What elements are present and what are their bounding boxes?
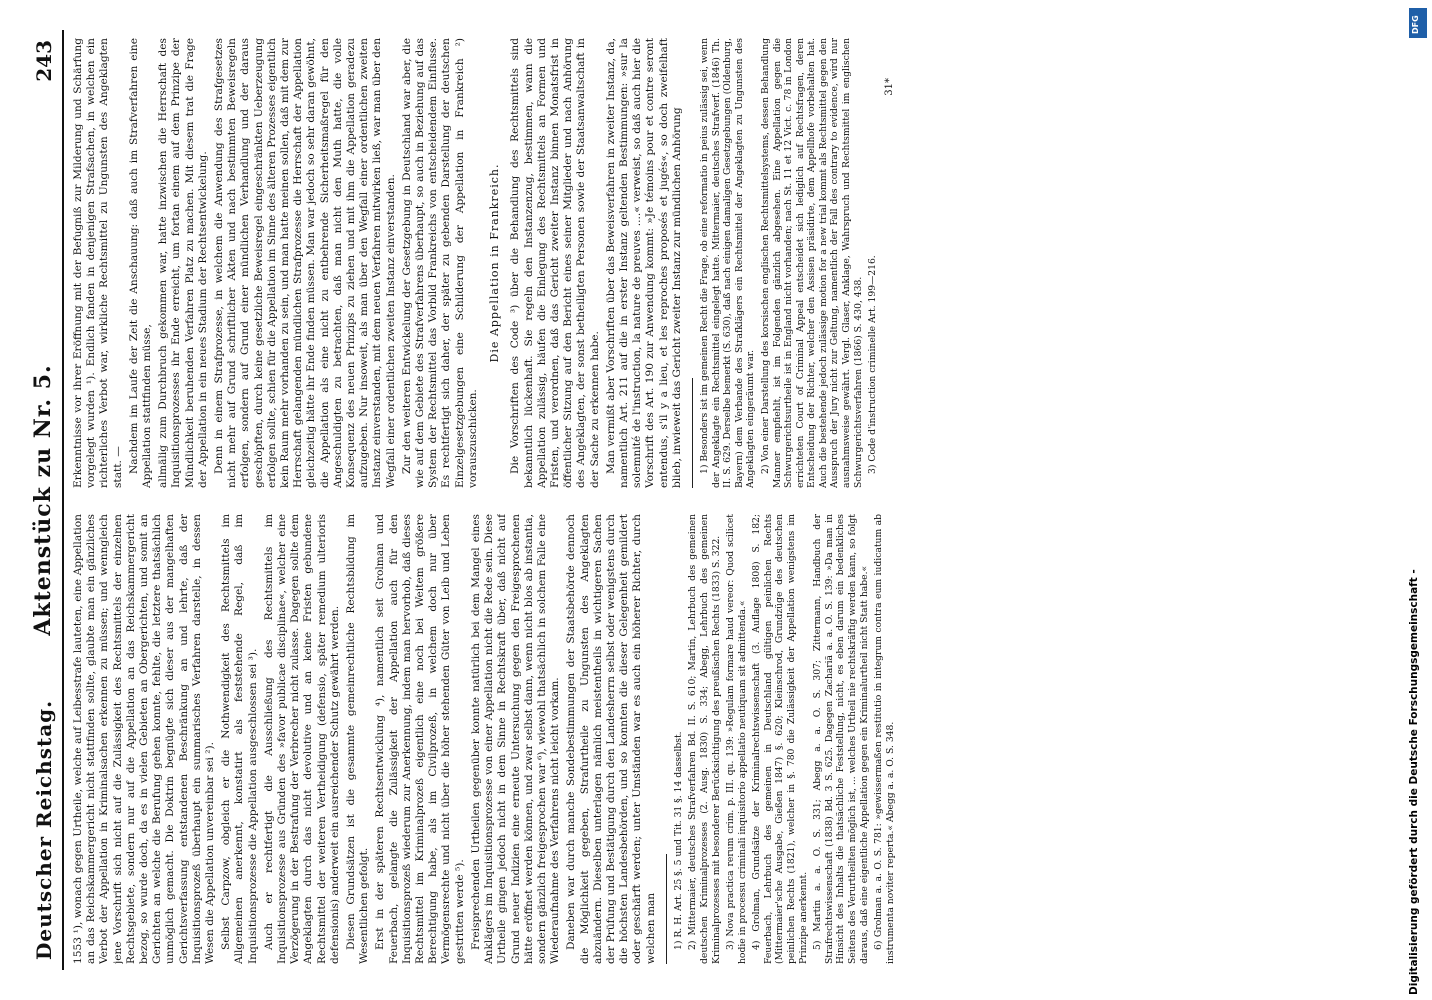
right-paragraph: Die Vorschriften des Code ³) über die Behandlung des Rechtsmittels sind bekanntlich lückenhaft. Sie regeln den Instanzenzug, bestimmen, wann die Appellation zulässig, häufen die Einlegung des Rechtsmittels an Formen und Fristen, und verordnen, daß das Gericht zweiter Instanz binnen Monatsfrist in öffentlicher Sitzung auf den Bericht eines seiner Mitglieder und nach Anhörung des Angeklagten, der sonst betheiligten Personen sowie der Staatsanwaltschaft in der Sache zu erkennen habe. (509, 38, 601, 488)
footnote-rule (692, 378, 693, 488)
footnote: 2) Mittermaier, deutsches Strafverfahren Bd. II. S. 610; Martin, Lehrbuch des gemeinen deutschen Kriminalprozesses (2. Ausg. 1830) S. 334; Abegg, Lehrbuch des gemeinen Kriminalprozesses mit besonderer Berücksichtigung des preußischen Rechts (1833) S. 322. (687, 514, 722, 964)
footnote: 1) Besonders ist im gemeinen Recht die Frage, ob eine reformatio in peius zulässig sei, wenn der Angeklagte ein Rechtsmittel eingelegt hatte. Mittermaier, deutsches Strafverf. (1846) Th. II. S. 629. Derselbe bemerkt (S. 630), daß nach einigen damaligen Gesetzgebungen (Oldenburg, Bayern) dem Verbande des Strafklägers ein Rechtsmittel der Angeklagten zu Ungunsten des Angeklagten eingeräumt war. (698, 38, 757, 488)
left-paragraph: Diesen Grundsätzen ist die gesammte gemeinrechtliche Rechtsbildung im Wesentlichen gefolgt. (345, 514, 371, 964)
left-paragraph: Daneben war durch manche Sondebestimmungen der Staatsbehörde dennoch die Möglichkeit gegeben, Strafurtheile zu Ungunsten des Angeklagten abzuändern. Dieselben unterlagen nämlich meistentheils in wichtigeren Sachen der Prüfung und Bestätigung durch den Landesherrn selbst oder wenigstens durch die höchsten Landesbehörden, und so konnten die dieser Gelegenheit gemildert oder geschärft werden; unter Umständen war es auch ein höherer Richter, durch welchen man (565, 514, 657, 964)
funding-notice: Digitalisierung gefördert durch die Deutsche Forschungsgemeinschaft - (1408, 569, 1420, 995)
right-column (72, 38, 1380, 488)
footnote: 1) R. H. Art. 25 §. 5 und Tit. 31 §. 14 dasselbst. (672, 731, 684, 950)
header-title: Aktenstück zu Nr. 5. (30, 364, 56, 636)
right-paragraph: Erkenntnisse vor ihrer Eröffnung mit der Befugniß zur Milderung und Schärfung vorgelegt wurden ¹). Endlich fanden in denjenigen Strafsachen, in welchen ein richterliches Verbot war, wirkliche Rechtsmittel zu Ungunsten des Angeklagten statt. — (72, 38, 124, 488)
page-header (20, 30, 64, 970)
left-paragraph: Auch er rechtfertigt die Ausschließung des Rechtsmittels im Inquisitionsprozesse aus Gründen des »favor publicae disciplinae«, welcher eine Verzögerung in der Bestrafung der Verbrecher nicht zulasse. Dagegen sollte dem Angeklagten durch das nicht devolutive und an keine Fristen gebundene Rechtsmittel der weiteren Vertheidigung (defensio, später remedium ulterioris defensionis) anderweit ein ausreichender Schutz gewährt werden. (262, 514, 341, 964)
footnote: 5) Martin a. a. O. S. 331; Abegg a. a. O. S. 307; Zittermann, Handbuch der Strafrechtswissenschaft (1838) Bd. 3 S. 625. Dagegen Zachariä a. a. O. S. 139: »Da man in Hinsicht des Inhalts die thatsächliche Feststellung, nicht, es eben darum ein bedenkliches Seitens des Verurtheilten möglich ist, ... welches Urtheil nie rechtskräftig werden kann, so folgt daraus, daß eine eigentliche Appellation gegen ein Kriminalurtheil nicht Statt habe.« (812, 514, 870, 964)
right-paragraph: Denn in einem Strafprozesse, in welchem die Anwendung des Strafgesetzes nicht mehr auf Grund schriftlicher Akten und nach bestimmten Beweisregeln erfolgen, sondern auf Grund einer mündlichen Verhandlung und der daraus geschöpften, durch keine gesetzliche Beweisregel eingeschränkten Ueberzeugung erfolgen sollte, schien für die Appellation im Sinne des älteren Prozesses eigentlich kein Raum mehr vorhanden zu sein, und man hatte meinen sollen, daß mit dem zur Herrschaft gelangenden mündlichen Strafprozesse die Herrschaft der Appellation gleichzeitig hätte ihr Ende finden müssen. Man war jedoch so sehr daran gewöhnt, die Appellation als eine nicht zu entbehrende Sicherheitsmaßregel für den Angeschuldigten zu betrachten, daß man nicht den Muth hatte, die volle Konsequenz des neuen Prinzips zu ziehen und mit ihm die Appellation geradezu aufzugeben. Nur insoweit, als man über den Wegfall einer ordentlichen zweiten Instanz einverstanden, mit dem neuen Verfahren mitwirken ließ, war man über den Wegfall einer ordentlichen zweiten Instanz einverstanden. (213, 38, 397, 488)
footnote: 3) Nova practica rerum crim. p. III. qu. 139: »Regulam formare haud vereor: Quod scilicet hodie in processu criminali inquisitorio appellatio neutiquam sit admittenda.« (725, 514, 748, 964)
dfg-logo (1409, 8, 1427, 38)
footnote-rule (666, 854, 667, 964)
digitization-sidebar (1402, 0, 1432, 1000)
right-paragraph: allmälig zum Durchbruch gekommen war, hatte inzwischen die Herrschaft des Inquisitionsprozesses ihr Ende erreicht, um fortan einem auf dem Prinzipe der Mündlichkeit beruhenden Verfahren Platz zu machen. Mit diesem trat die Frage der Appellation in ein neues Stadium der Rechtsentwickelung. (157, 38, 209, 488)
left-paragraph: Freisprechenden Urtheilen gegenüber konnte natürlich bei dem Mangel eines Anklägers im Inquisitionsprozesse von einer Appellation nicht die Rede sein. Diese Urtheile gingen jedoch nicht in dem Sinne in Rechtskraft über, daß nicht auf Grund neuer Indizien eine erneute Untersuchung gegen den Freigesprochenen hätte eröffnet werden können, und zwar selbst dann, wenn nicht blos ab instantia, sondern gänzlich freigesprochen war ⁶), wiewohl thatsächlich in solchem Falle eine Wiederaufnahme des Verfahrens nicht leicht vorkam. (469, 514, 562, 964)
header-left: Deutscher Reichstag. (32, 699, 56, 960)
sheet-signature: 31* (883, 78, 895, 96)
footnote: 4) Grolman, Grundsätze der Kriminalrechtswissenschaft (3. Auflage 1808) S. 182; Feuerbach, Lehrbuch des gemeinen in Deutschland gültigen peinlichen Rechts (Mittermaier'sche Ausgabe, Gießen 1847) §. 620; Kleinschrod, Grundzüge des deutschen peinlichen Rechts (1821), welcher in §. 780 die Zulässigkeit der Appellation wenigstens im Prinzipe anerkennt. (751, 514, 809, 964)
left-paragraph: Erst in der späteren Rechtsentwicklung ⁴), namentlich seit Grolman und Feuerbach, gelangte die Zulässigkeit der Appellation auch für den Inquisitionsprozeß wiederum zur Anerkennung, indem man hervorhob, daß dieses Rechtsmittel im Kriminalprozeß eigentlich eine noch bei Weitem größere Berechtigung habe, als im Civilprozeß, in welchem doch nur über Vermögensrechte und nicht über die höher stehenden Güter von Leib und Leben gestritten werde ⁵). (374, 514, 466, 964)
left-column (72, 514, 1380, 964)
right-paragraph: Man vermißt aber Vorschriften über das Beweisverfahren in zweiter Instanz, da, namentlich Art. 211 auf die in erster Instanz geltenden Bestimmungen: »sur la solemnité de l'instruction, la nature de preuves ....« verweist, so daß auch hier die Vorschrift des Art. 190 zur Anwendung kommt: »Je témoins pour et contre seront entendus, s'il y a lieu, et les reproches proposés et jugés«, so doch zweifelhaft blieb, inwieweit das Gericht zweiter Instanz zur mündlichen Anhörung (604, 38, 683, 488)
right-paragraph: Nachdem im Laufe der Zeit die Anschauung: daß auch im Strafverfahren eine Appellation stattfinden müsse, (127, 38, 154, 488)
dfg-logo-text: DFG (1411, 15, 1420, 34)
footnote: 2) Von einer Darstellung des korsischen englischen Rechtsmittelsystems, dessen Behandlung Manner empfiehlt, ist im Folgenden gänzlich abgesehen. Eine Appellation gegen die Schwurgerichtsurtheile ist in England nicht vorhanden; nach St. 11 et 12 Vict. c. 78 in London errichteten Court of Criminal Appeal entscheidet sich lediglich auf Rechtsfragen, deren Entscheidung der Richter, welcher den Assisen präsidirte, dem Appellhofe vorbehalten hat. Auch die bestehende jedoch zulässige motion for a new trial kommt als Rechtsmittel gegen den Ausspruch der Jury nicht zur Geltung, namentlich der Fall des contrary to evidence, wird nur ausnahmsweise gewährt. Vergl. Glaser, Anklage, Wahrspruch und Rechtsmittel im englischen Schwurgerichtsverfahren (1866) S. 430, 438. (759, 38, 864, 488)
right-paragraph: Zur den weiteren Entwickelung der Gesetzgebung in Deutschland war aber, die wie auf dem Gebiete des Strafverfahrens überhaupt, so auch in Beziehung auf das System der Rechtsmittel das Vorbild Frankreichs von entscheidendem Einflusse. Es rechtfertigt sich daher, der später zu gebenden Darstellung der deutschen Einzelgesetzgebungen eine Schilderung der Appellation in Frankreich ²) vorauszuschicken. (400, 38, 479, 488)
left-paragraph: Selbst Carpzow, obgleich er die Nothwendigkeit des Rechtsmittels im Allgemeinen anerkennt, konstatirt als feststehende Regel, daß im Inquisitionsprozesse die Appellation ausgeschlossen sei ³). (220, 514, 259, 964)
left-paragraph: 1553 ¹), wonach gegen Urtheile, welche auf Leibesstrafe lauteten, eine Appellation an das Reichskammergericht nicht stattfinden sollte, glaubte man ein gänzliches Verbot der Appellation in Kriminalsachen erkennen zu müssen; und wenngleich jene Vorschrift sich nicht auf die Zulässigkeit des Rechtsmittels der einzelnen Rechtsgebiete, sondern nur auf die Appellation an das Reichskammergericht bezog, so wurde doch, da es in vielen Gebieten an Obergerichten, und somit an Gerichten an welche die Berufung gehen konnte, fehlte, die letztere thatsächlich unmöglich gemacht. Die Doktrin begnügte sich dieser aus der mangelhaften Gerichtsverfassung entstandenen Beschränkung an und lehrte, daß der Inquisitionsprozeß überhaupt ein summarisches Verfahren darstelle, in dessen Wesen die Appellation unvereinbar sei ²). (72, 514, 217, 964)
page-number: 243 (32, 40, 56, 82)
footnote: 3) Code d'instruction criminelle Art. 199—216. (867, 255, 879, 474)
footnote: 6) Grolman a. a. O. S. 781: »gewissermaßen restitutio in integrum contra eum iudicatum ab instrumenta noviter reperta.« Abegg a. a. O. S. 348. (873, 514, 896, 964)
section-title: Die Appellation in Frankreich. (488, 163, 502, 363)
